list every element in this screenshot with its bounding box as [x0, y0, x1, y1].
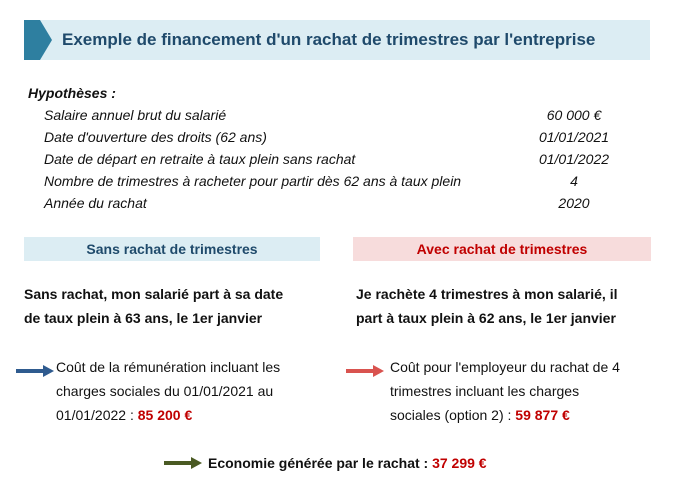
cost-line: trimestres incluant les charges — [390, 383, 580, 399]
hypotheses-heading: Hypothèses : — [28, 85, 116, 101]
hypothesis-row — [44, 107, 644, 129]
hypothesis-label: Salaire annuel brut du salarié — [44, 107, 227, 123]
hypothesis-value: 60 000 € — [546, 107, 602, 123]
red-arrow-icon — [346, 364, 384, 378]
without-buyback-cost — [56, 355, 326, 427]
hypothesis-row — [44, 173, 644, 195]
blue-arrow-icon — [16, 364, 54, 378]
summary-line: de taux plein à 63 ans, le 1er janvier — [24, 310, 263, 326]
olive-arrow-icon — [164, 456, 202, 470]
hypothesis-label: Date de départ en retraite à taux plein sans rachat — [44, 151, 356, 167]
cost-line: Coût de la rémunération incluant les — [56, 359, 281, 375]
hypothesis-row — [44, 151, 644, 173]
cost-amount: 85 200 € — [137, 407, 193, 423]
with-buyback-heading: Avec rachat de trimestres — [353, 237, 651, 261]
cost-line: Coût pour l'employeur du rachat de 4 — [390, 359, 620, 375]
hypothesis-value: 4 — [570, 173, 578, 189]
cost-line: sociales (option 2) : — [390, 407, 516, 423]
chevron-icon — [24, 20, 52, 60]
summary-line: Sans rachat, mon salarié part à sa date — [24, 286, 284, 302]
hypothesis-value: 01/01/2022 — [538, 151, 610, 167]
hypothesis-value: 2020 — [558, 195, 590, 211]
cost-line: charges sociales du 01/01/2021 au — [56, 383, 274, 399]
hypothesis-label: Année du rachat — [44, 195, 147, 211]
hypothesis-value: 01/01/2021 — [538, 129, 610, 145]
hypothesis-label: Date d'ouverture des droits (62 ans) — [44, 129, 267, 145]
summary-line: part à taux plein à 62 ans, le 1er janvier — [356, 310, 616, 326]
without-buyback-heading: Sans rachat de trimestres — [24, 237, 320, 261]
page-title: Exemple de financement d'un rachat de trimestres par l'entreprise — [62, 30, 596, 49]
summary-line: Je rachète 4 trimestres à mon salarié, il — [356, 286, 618, 302]
hypothesis-label: Nombre de trimestres à racheter pour partir dès 62 ans à taux plein — [44, 173, 462, 189]
economy-line — [164, 455, 487, 471]
hypothesis-row — [44, 195, 644, 217]
cost-line-final — [390, 403, 660, 427]
with-buyback-cost — [390, 355, 660, 427]
economy-amount: 37 299 € — [432, 455, 487, 471]
cost-line: 01/01/2022 : — [56, 407, 138, 423]
economy-label: Economie générée par le rachat : — [208, 455, 433, 471]
cost-line-final — [56, 403, 326, 427]
without-buyback-summary — [24, 282, 324, 330]
cost-amount: 59 877 € — [515, 407, 570, 423]
hypothesis-row — [44, 129, 644, 151]
title-banner — [24, 20, 650, 60]
with-buyback-summary — [356, 282, 656, 330]
